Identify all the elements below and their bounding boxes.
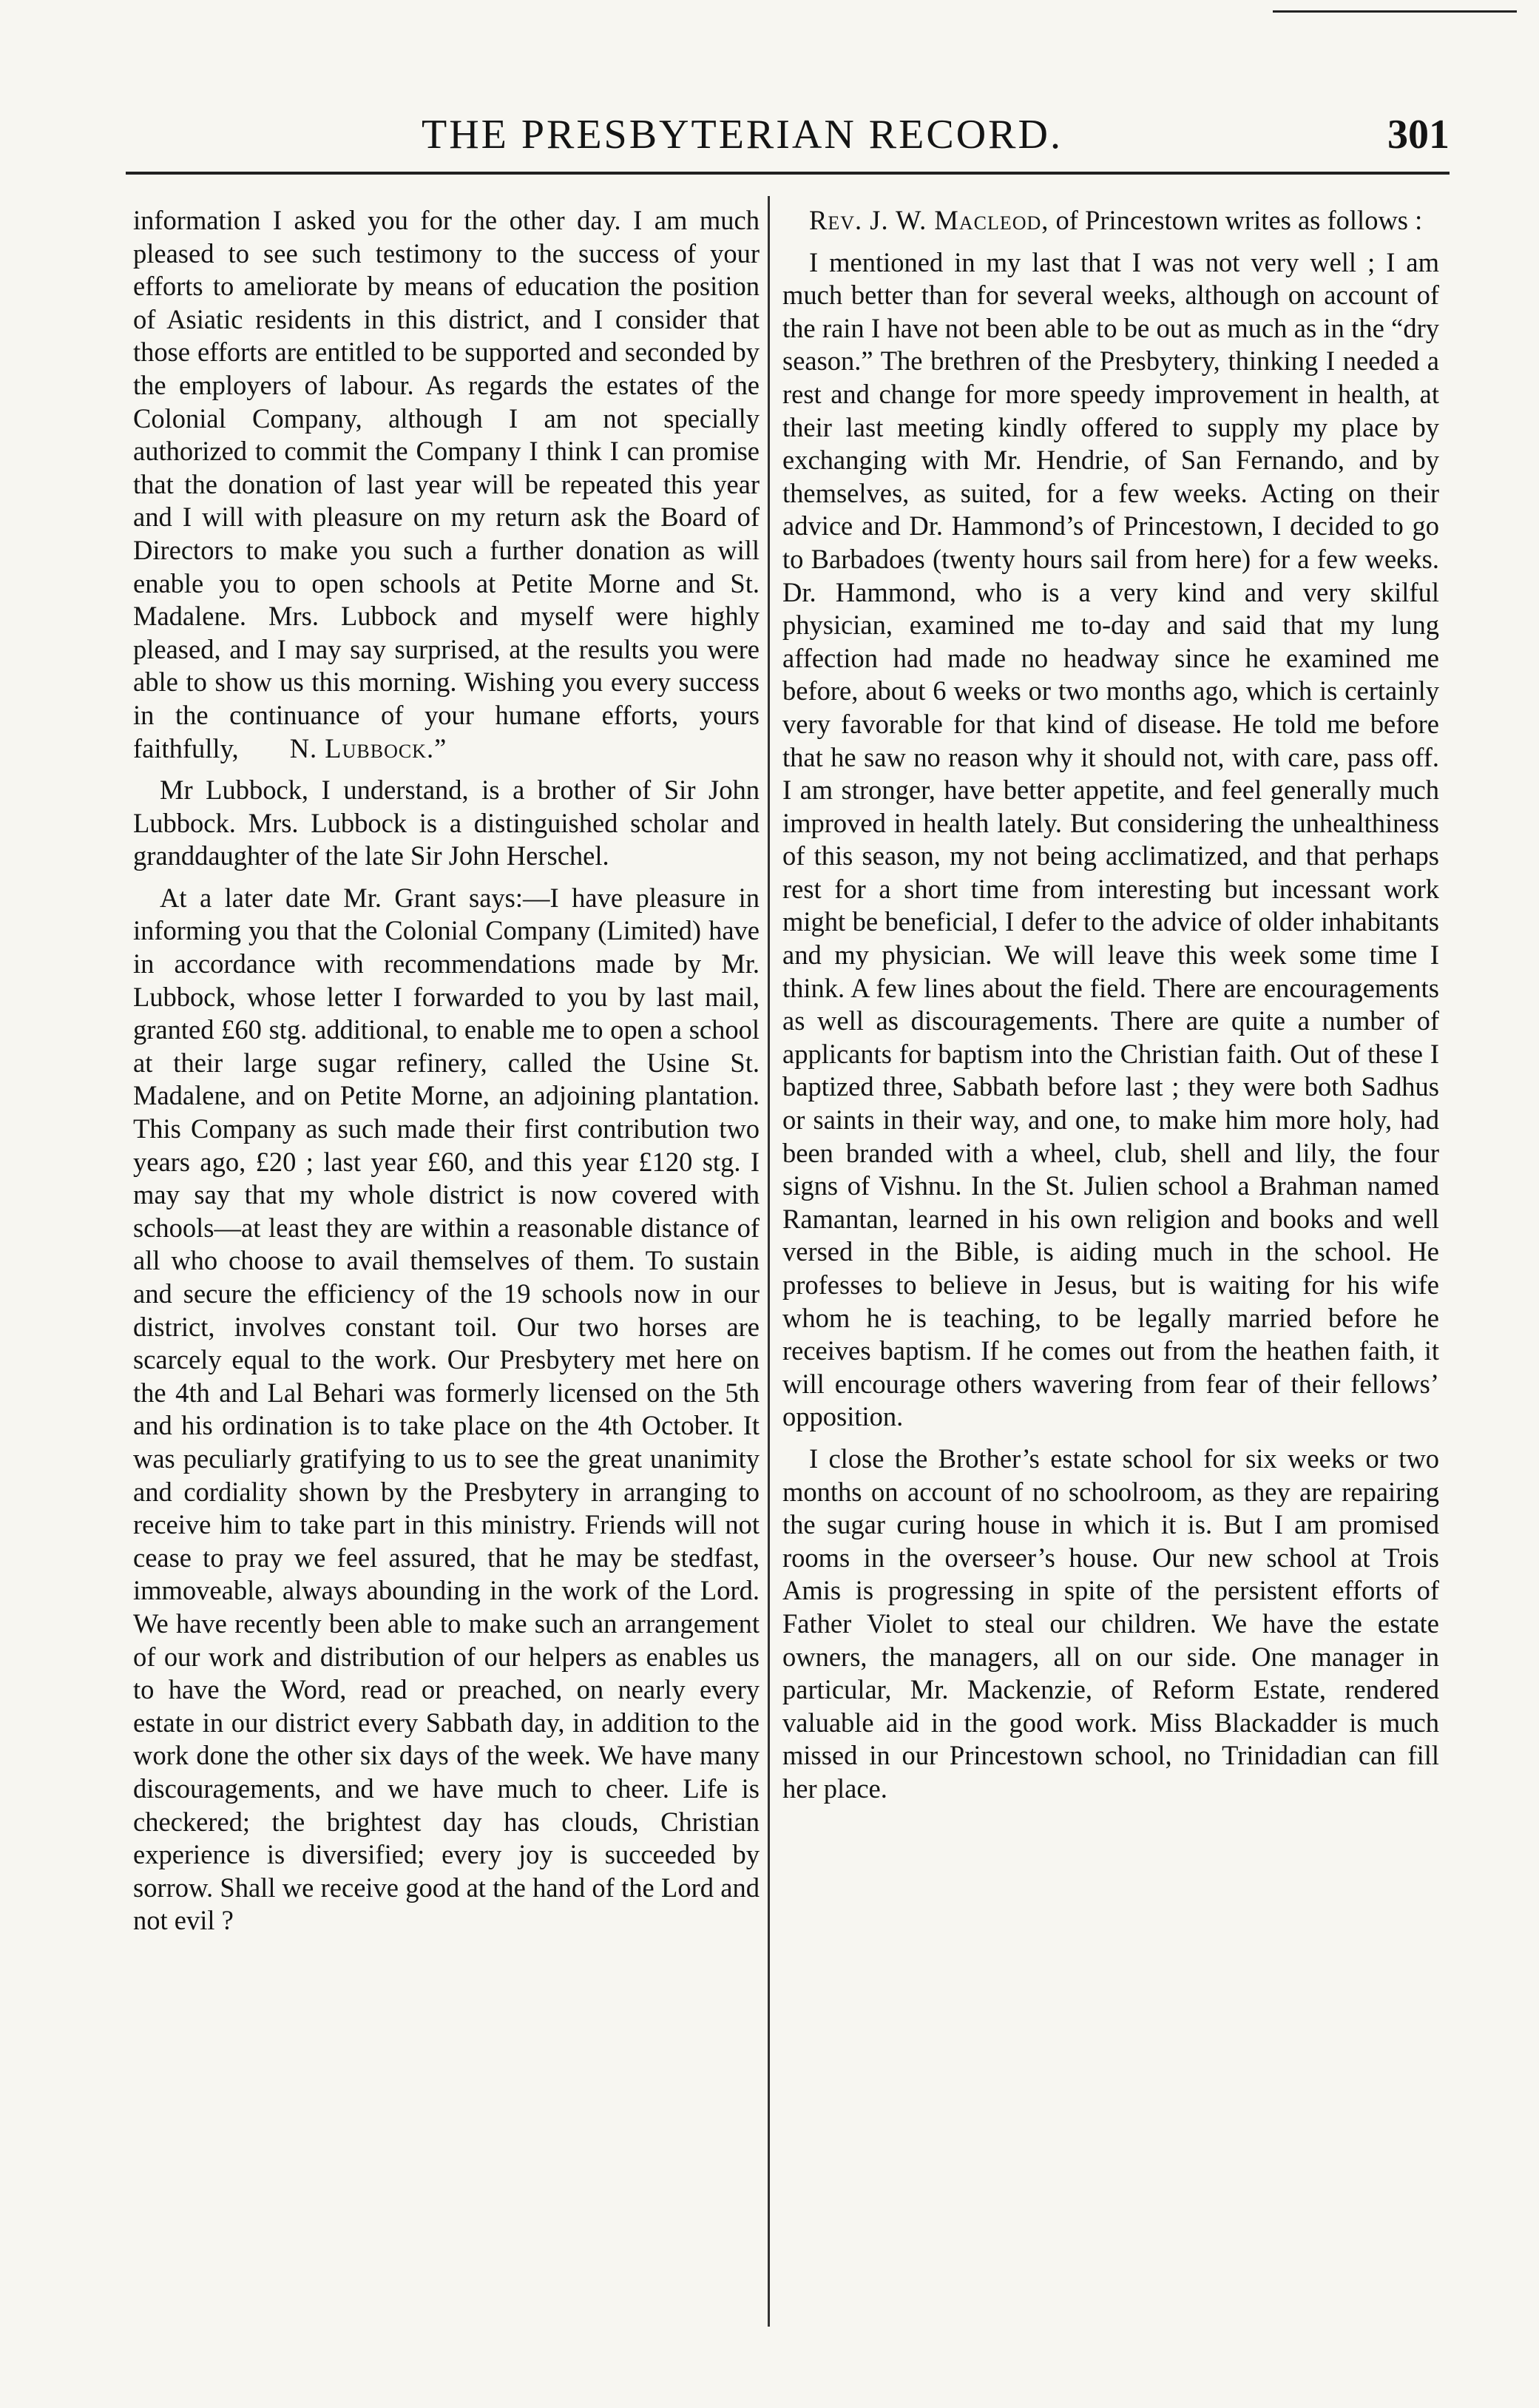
macleod-health-paragraph: I mentioned in my last that I was not very well ; I am much better than for several weeks, although on account of the rain I have not been able to be out as much as in the “dry season.” The brethren of the Presbytery, thinking I needed a rest and change for more speedy improvement in health, at their last meeting kindly offered to supply my place by exchanging with Mr. Hendrie, of San Fernando, and by themselves, as suited, for a few weeks. Acting on their advice and Dr. Hammond’s of Princestown, I decided to go to Barbadoes (twenty hours sail from here) for a few weeks. Dr. Hammond, who is a very kind and very skilful physician, examined me to-day and said that my lung affection had made no headway since he examined me before, about 6 weeks or two months ago, which is certainly very favorable for that kind of disease. He told me before that he saw no reason why it should not, with care, pass off. I am stronger, have better appetite, and feel generally much improved in health lately. But considering the unhealthiness of this season, my not being acclimatized, and that perhaps rest for a short time from interesting but incessant work might be beneficial, I defer to the advice of older inhabitants and my physician. We will leave this week some time I think. A few lines about the field. There are encouragements as well as discouragements. There are quite a number of applicants for baptism into the Christian faith. Out of these I baptized three, Sabbath before last ; they were both Sadhus or saints in their way, and one, to make him more holy, had been branded with a wheel, club, shell and lily, the four signs of Vishnu. In the St. Julien school a Brahman named Ramantan, learned in his own religion and books and well versed in the Bible, is aiding much in the school. He professes to believe in Jesus, but is waiting for his wife whom he is teaching, to be legally married before he receives baptism. If he comes out from the heathen faith, it will encourage others wavering from fear of their fellows’ opposition. — [782, 246, 1439, 1432]
grant-report-paragraph: At a later date Mr. Grant says:—I have pleasure in informing you that the Colonial Company (Limited) have in accordance with recommendations made by Mr. Lubbock, whose letter I forwarded to you by last mail, granted £60 stg. additional, to enable me to open a school at their large sugar refinery, called the Usine St. Madalene, and on Petite Morne, an adjoining plantation. This Company as such made their first contribution two years ago, £20 ; last year £60, and this year £120 stg. I may say that my whole district is now covered with schools—at least they are within a reasonable distance of all who choose to avail themselves of them. To sustain and secure the efficiency of the 19 schools now in our district, involves constant toil. Our two horses are scarcely equal to the work. Our Presbytery met here on the 4th and Lal Behari was formerly licensed on the 5th and his ordination is to take place on the 4th October. It was peculiarly gratifying to us to see the great unanimity and cordiality shown by the Presbytery in arranging to receive him to take part in this ministry. Friends will not cease to pray we feel assured, that he may be stedfast, immoveable, always abounding in the work of the Lord. We have recently been able to make such an arrangement of our work and distribution of our helpers as enables us to have the Word, read or preached, on nearly every estate in our district every Sabbath day, in addition to the work done the other six days of the week. We have many discouragements, and we have much to cheer. Life is checkered; the brightest day has clouds, Christian experience is diversified; every joy is succeeded by sorrow. Shall we receive good at the hand of the Lord and not evil ? — [133, 882, 760, 1936]
lubbock-letter-paragraph — [133, 204, 760, 765]
page-number: 301 — [1387, 112, 1450, 158]
intro-text: of Princestown writes as follows : — [1055, 205, 1423, 235]
right-column — [782, 204, 1439, 1815]
letter-body-text: information I asked you for the other day. I am much pleased to see such testimony to the success of your efforts to ameliorate by means of education the position of Asiatic residents in this district, and I consider that those efforts are entitled to be supported and seconded by the employers of labour. As regards the estates of the Colonial Company, although I am not specially authorized to commit the Company I think I can promise that the donation of last year will be repeated this year and I will with pleasure on my return ask the Board of Directors to make you such a further donation as will enable you to open schools at Petite Morne and St. Madalene. Mrs. Lubbock and myself were highly pleased, and I may say surprised, at the results you were able to show us this morning. Wishing you every success in the continuance of your humane efforts, yours faithfully, — [133, 205, 760, 763]
header-rule — [126, 172, 1450, 175]
macleod-schools-paragraph: I close the Brother’s estate school for six weeks or two months on account of no schoolroom, as they are repairing the sugar curing house in which it is. But I am promised rooms in the overseer’s house. Our new school at Trois Amis is progressing in spite of the persistent efforts of Father Violet to steal our children. We have the estate owners, the managers, all on our side. One manager in particular, Mr. Mackenzie, of Reform Estate, rendered valuable aid in the good work. Miss Blackadder is much missed in our Princestown school, no Trinidadian can fill her place. — [782, 1443, 1439, 1804]
top-edge-rule — [1273, 10, 1517, 13]
column-divider — [768, 196, 770, 2327]
letter-signature: N. Lubbock.” — [289, 732, 447, 763]
running-header — [126, 111, 1450, 178]
author-name: Rev. J. W. Macleod, — [809, 205, 1049, 235]
macleod-intro-paragraph — [782, 204, 1439, 237]
journal-title: THE PRESBYTERIAN RECORD. — [422, 112, 1063, 158]
left-column — [133, 204, 760, 1946]
lubbock-note-paragraph: Mr Lubbock, I understand, is a brother of Sir John Lubbock. Mrs. Lubbock is a distinguished scholar and granddaughter of the late Sir John Herschel. — [133, 775, 760, 871]
